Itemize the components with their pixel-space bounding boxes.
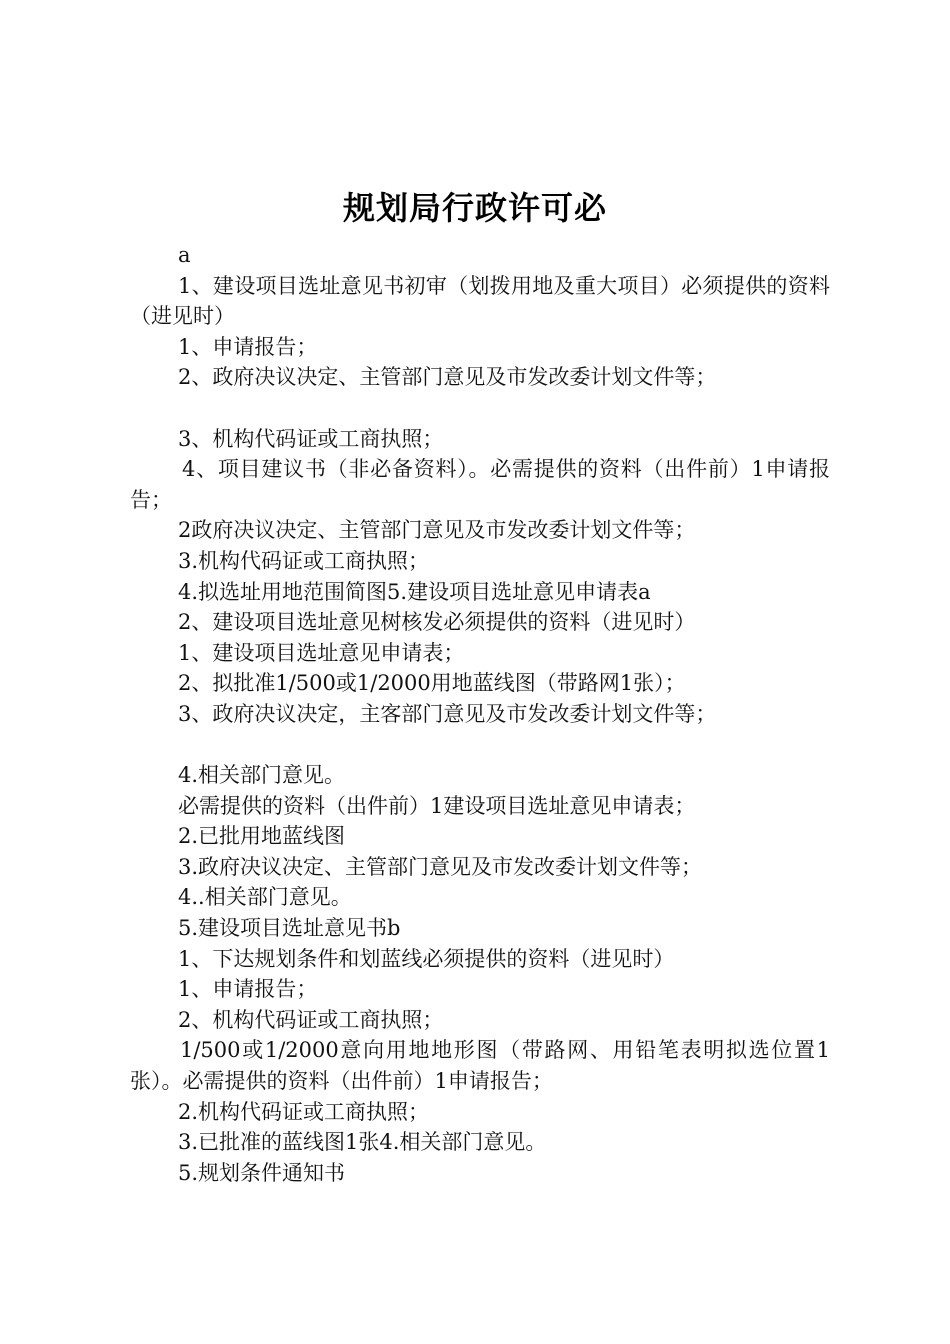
body-line: 3、政府决议决定，主客部门意见及市发改委计划文件等； (178, 701, 717, 726)
body-line: 1、下达规划条件和划蓝线必须提供的资料（进见时） (178, 946, 675, 971)
body-line: 3.已批准的蓝线图1张4.相关部门意见。 (178, 1130, 547, 1155)
body-line: 4..相关部门意见。 (178, 885, 352, 910)
document-title: 规划局行政许可必 (342, 189, 607, 227)
body-line: 2.已批用地蓝线图 (178, 824, 346, 849)
body-line: 1、建设项目选址意见申请表； (178, 640, 465, 665)
body-paragraph: 1、建设项目选址意见书初审（划拨用地及重大项目）必须提供的资料（进见时） (130, 273, 830, 329)
body-line: a (178, 243, 191, 267)
body-line: 2.机构代码证或工商执照； (178, 1099, 430, 1124)
body-line: 3、机构代码证或工商执照； (178, 426, 444, 451)
body-line: 3.政府决议决定、主管部门意见及市发改委计划文件等； (178, 854, 703, 879)
blank-line (130, 730, 830, 761)
body-line: 3.机构代码证或工商执照； (178, 548, 430, 573)
body-line: 1、申请报告； (178, 977, 318, 1002)
body-line: 4.相关部门意见。 (178, 763, 346, 788)
body-line: 2、建设项目选址意见树核发必须提供的资料（进见时） (178, 610, 696, 635)
body-line: 4.拟选址用地范围简图5.建设项目选址意见申请表a (178, 579, 651, 604)
body-line: 必需提供的资料（出件前）1建设项目选址意见申请表； (178, 793, 696, 818)
body-line: 5.规划条件通知书 (178, 1160, 346, 1185)
body-line: 2、拟批准1/500或1/2000用地蓝线图（带路网1张）； (178, 671, 686, 696)
blank-line (130, 393, 830, 424)
body-paragraph: 4、项目建议书（非必备资料）。必需提供的资料（出件前）1申请报告； (130, 457, 830, 512)
body-paragraph: 1/500或1/2000意向用地地形图（带路网、用铅笔表明拟选位置1张）。必需提供的资料（出件前）1申请报告； (130, 1038, 830, 1094)
body-line: 2政府决议决定、主管部门意见及市发改委计划文件等； (178, 518, 696, 543)
body-line: 1、申请报告； (178, 334, 318, 359)
body-line: 5.建设项目选址意见书b (178, 916, 401, 941)
body-line: 2、政府决议决定、主管部门意见及市发改委计划文件等； (178, 365, 717, 390)
body-line: 2、机构代码证或工商执照； (178, 1007, 444, 1032)
document-body (130, 240, 830, 1188)
